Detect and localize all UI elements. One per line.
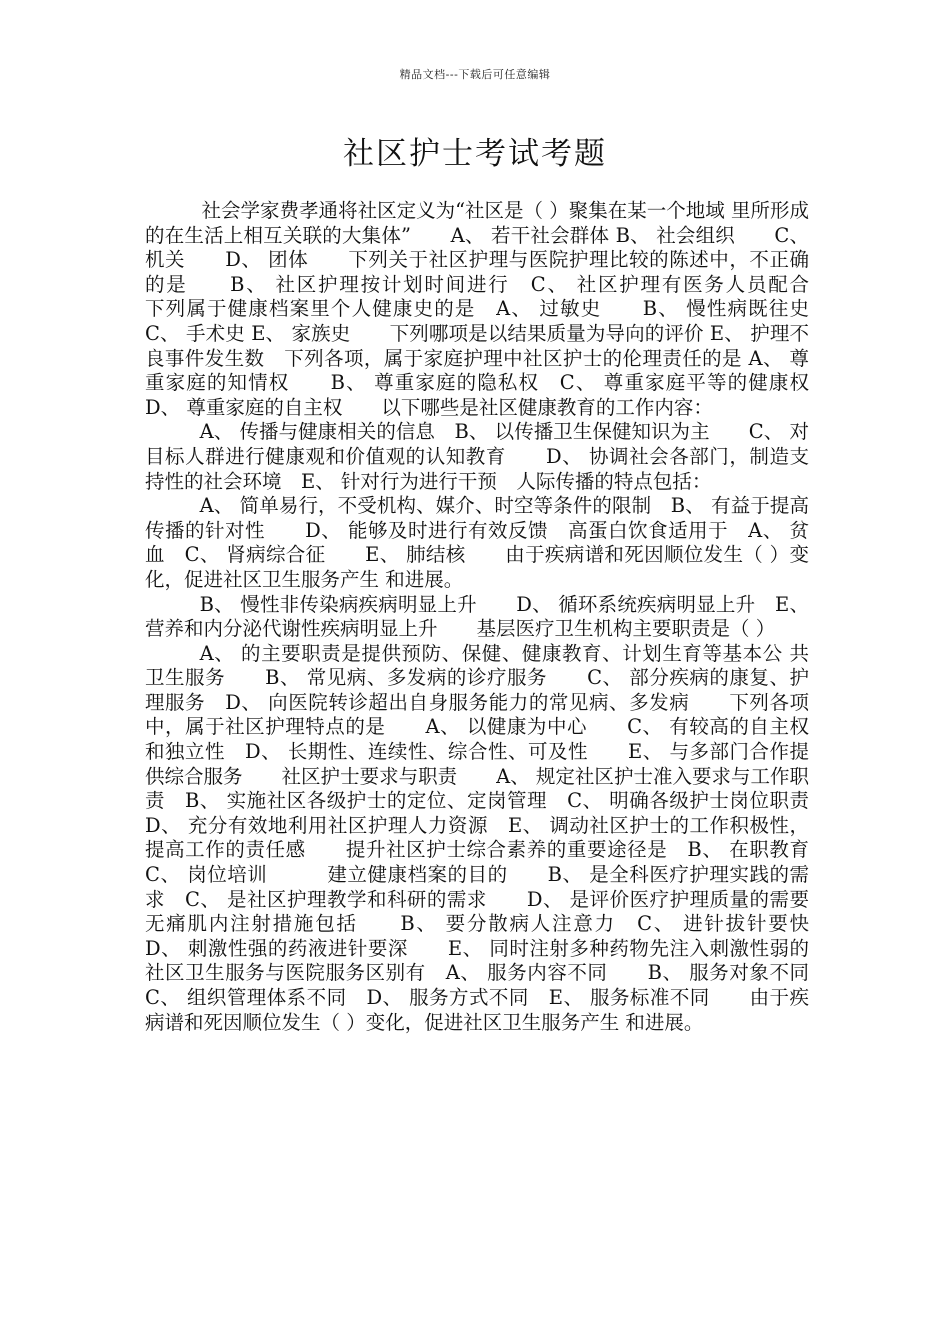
paragraph: 社会学家费孝通将社区定义为“社区是（ ）聚集在某一个地域 里所形成的在生活上相互关联的大集体” A、 若干社会群体 B、 社会组织 C、 机关 D、 团体 下列关于社区护理与医院护理比较的陈述中，不正确的是 B、 社区护理按计划时间进行 C、 社区护理有医务人员配合 下列属于健康档案里个人健康史的是 A、 过敏史 B、 慢性病既往史 C、 手术史 E、 家族史 下列哪项是以结果质量为导向的评价 E、 护理不良事件发生数 下列各项，属于家庭护理中社区护士的伦理责任的是 A、 尊重家庭的知情权 B、 尊重家庭的隐私权 C、 尊重家庭平等的健康权 D、 尊重家庭的自主权 以下哪些是社区健康教育的工作内容：: [145, 199, 849, 419]
document-body: [145, 199, 849, 1035]
paragraph: A、 简单易行，不受机构、媒介、时空等条件的限制 B、 有益于提高传播的针对性 D、 能够及时进行有效反馈 高蛋白饮食适用于 A、 贫血 C、 肾病综合征 E、 肺结核 由于疾病谱和死因顺位发生（ ）变化，促进社区卫生服务产生 和进展。: [145, 494, 809, 591]
paragraph: A、 传播与健康相关的信息 B、 以传播卫生保健知识为主 C、 对目标人群进行健康观和价值观的认知教育 D、 协调社会各部门，制造支持性的社会环境 E、 针对行为进行干预 人际传播的特点包括：: [145, 420, 809, 493]
document-title: 社区护士考试考题: [343, 136, 607, 172]
page-header: 精品文档---下载后可任意编辑: [399, 68, 551, 81]
paragraph: B、 慢性非传染病疾病明显上升 D、 循环系统疾病明显上升 E、 营养和内分泌代谢性疾病明显上升 基层医疗卫生机构主要职责是（ ）: [145, 592, 809, 641]
paragraph: A、 的主要职责是提供预防、保健、健康教育、计划生育等基本公 共卫生服务 B、 常见病、多发病的诊疗服务 C、 部分疾病的康复、护理服务 D、 向医院转诊超出自身服务能力的常见病、多发病 下列各项中，属于社区护理特点的是 A、 以健康为中心 C、 有较高的自主权和独立性 D、 长期性、连续性、综合性、可及性 E、 与多部门合作提供综合服务 社区护士要求与职责 A、 规定社区护士准入要求与工作职责 B、 实施社区各级护士的定位、定岗管理 C、 明确各级护士岗位职责 D、 充分有效地利用社区护理人力资源 E、 调动社区护士的工作积极性，提高工作的责任感 提升社区护士综合素养的重要途径是 B、 在职教育 C、 岗位培训 建立健康档案的目的 B、 是全科医疗护理实践的需求 C、 是社区护理教学和科研的需求 D、 是评价医疗护理质量的需要 无痛肌内注射措施包括 B、 要分散病人注意力 C、 进针拔针要快 D、 刺激性强的药液进针要深 E、 同时注射多种药物先注入刺激性弱的 社区卫生服务与医院服务区别有 A、 服务内容不同 B、 服务对象不同 C、 组织管理体系不同 D、 服务方式不同 E、 服务标准不同 由于疾病谱和死因顺位发生（ ）变化，促进社区卫生服务产生 和进展。: [145, 641, 849, 1034]
